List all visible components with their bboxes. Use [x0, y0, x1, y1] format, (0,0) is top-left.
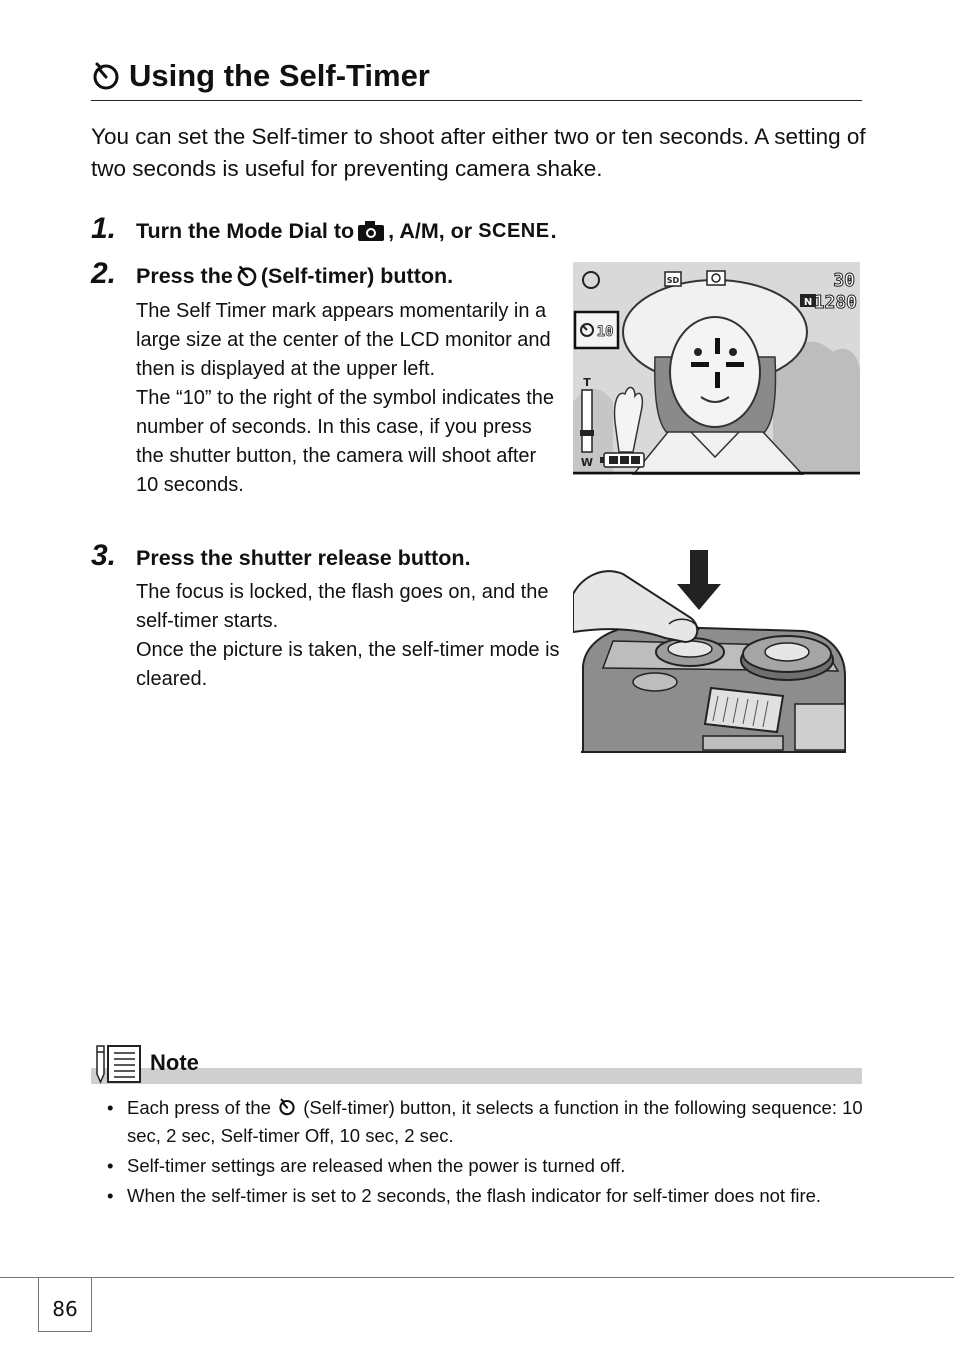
step-2-heading: [136, 262, 453, 290]
footer-divider: [0, 1277, 954, 1278]
camera-mode-icon: [357, 220, 385, 242]
step-3-paragraph-2: Once the picture is taken, the self-timer mode is cleared.: [136, 639, 560, 690]
step-1-heading-text-after: .: [550, 219, 557, 243]
self-timer-icon: [278, 1098, 296, 1116]
step-3-paragraph-1: The focus is locked, the flash goes on, and the self-timer starts.: [136, 581, 549, 632]
note-list: [107, 1094, 867, 1212]
resolution-readout: 1280: [813, 292, 857, 313]
note-item: • Self-timer settings are released when the power is turned off.: [107, 1152, 867, 1180]
camera-shutter-illustration: [573, 546, 848, 754]
step-2-heading-text-before: Press the: [136, 264, 233, 288]
page-number: 86: [38, 1277, 92, 1332]
step-1-heading: [136, 217, 557, 245]
note-header-bar: [91, 1068, 862, 1084]
note-item-1-text-after: (Self-timer) button, it selects a function in the following sequence: 10 sec, 2 sec, Self-timer Off, 10 sec, 2 sec.: [127, 1097, 863, 1146]
step-2-paragraph-2: The “10” to the right of the symbol indicates the number of seconds. In this case, if you press the shutter button, the camera will shoot after 10 seconds.: [136, 387, 554, 496]
scene-mode-label: SCENE: [478, 220, 550, 242]
note-label: Note: [150, 1050, 199, 1075]
step-1-number: 1.: [91, 212, 117, 245]
shots-remaining-count: 30: [833, 270, 855, 291]
note-pencil-icon: [94, 1044, 142, 1084]
note-item: [107, 1094, 867, 1150]
note-item: • When the self-timer is set to 2 seconds, the flash indicator for self-timer does not fire.: [107, 1182, 867, 1210]
title-divider: [91, 100, 862, 101]
self-timer-icon: [236, 265, 258, 287]
step-3-number: 3.: [91, 539, 117, 572]
page-title: [91, 56, 430, 96]
zoom-tele-label: T: [583, 376, 591, 389]
step-2-body: [136, 297, 561, 500]
intro-paragraph: You can set the Self-timer to shoot after either two or ten seconds. A setting of two seconds is useful for preventing camera shake.: [91, 124, 866, 181]
self-timer-icon: [91, 61, 121, 91]
step-1-heading-text-middle: , A/M, or: [388, 219, 473, 243]
step-3-body: [136, 578, 561, 694]
step-3-heading: Press the shutter release button.: [136, 546, 471, 570]
resolution-badge: N: [803, 297, 813, 308]
step-1-heading-text-before: Turn the Mode Dial to: [136, 219, 355, 243]
step-2-heading-text-after: (Self-timer) button.: [260, 264, 454, 288]
card-badge: SD: [666, 276, 680, 285]
step-2-number: 2.: [91, 257, 117, 290]
zoom-wide-label: W: [580, 456, 594, 469]
page-title-text: Using the Self-Timer: [129, 58, 430, 93]
lcd-screen-illustration: [573, 262, 860, 475]
note-item-1-text-before: Each press of the: [127, 1097, 271, 1118]
step-2-paragraph-1: The Self Timer mark appears momentarily in a large size at the center of the LCD monitor and then is displayed at the upper left.: [136, 300, 551, 380]
lcd-timer-seconds: 10: [596, 324, 614, 340]
